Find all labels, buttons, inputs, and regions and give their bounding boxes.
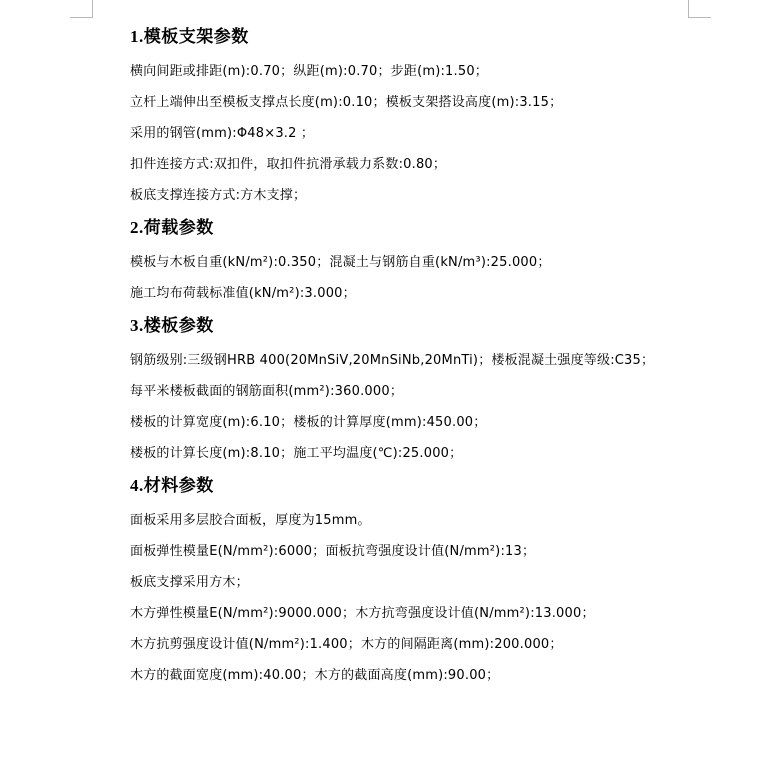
paragraph: 木方弹性模量E(N/mm²):9000.000；木方抗弯强度设计值(N/mm²):13.000； (130, 606, 595, 621)
margin-corner-mark (689, 17, 711, 18)
paragraph: 板底支撑采用方木； (130, 575, 249, 590)
paragraph: 木方的截面宽度(mm):40.00；木方的截面高度(mm):90.00； (130, 668, 500, 683)
section-heading: 2.荷载参数 (130, 218, 214, 237)
paragraph: 楼板的计算宽度(m):6.10；楼板的计算厚度(mm):450.00； (130, 415, 487, 430)
section-slab (90, 313, 662, 469)
paragraph: 面板采用多层胶合面板，厚度为15mm。 (130, 513, 371, 528)
section-heading: 1.模板支架参数 (130, 27, 249, 46)
section-heading: 3.楼板参数 (130, 316, 214, 335)
paragraph: 横向间距或排距(m):0.70；纵距(m):0.70；步距(m):1.50； (130, 64, 488, 79)
paragraph: 楼板的计算长度(m):8.10；施工平均温度(℃):25.000； (130, 446, 463, 461)
paragraph: 模板与木板自重(kN/m²):0.350；混凝土与钢筋自重(kN/m³):25.000； (130, 255, 551, 270)
paragraph: 扣件连接方式:双扣件，取扣件抗滑承载力系数:0.80； (130, 157, 447, 172)
paragraph: 木方抗剪强度设计值(N/mm²):1.400；木方的间隔距离(mm):200.000； (130, 637, 563, 652)
paragraph: 钢筋级别:三级钢HRB 400(20MnSiV,20MnSiNb,20MnTi)；楼板混凝土强度等级:C35； (130, 353, 655, 368)
margin-corner-mark (688, 0, 689, 18)
paragraph: 施工均布荷载标准值(kN/m²):3.000； (130, 286, 356, 301)
section-material (90, 473, 662, 691)
document-body (90, 22, 662, 695)
section-formwork-support (90, 24, 662, 211)
paragraph: 每平米楼板截面的钢筋面积(mm²):360.000； (130, 384, 404, 399)
margin-corner-mark (92, 0, 93, 18)
paragraph: 板底支撑连接方式:方木支撑； (130, 188, 307, 203)
section-heading: 4.材料参数 (130, 476, 214, 495)
section-load (90, 215, 662, 309)
paragraph: 立杆上端伸出至模板支撑点长度(m):0.10；模板支架搭设高度(m):3.15； (130, 95, 563, 110)
paragraph: 采用的钢管(mm):Φ48×3.2 ； (130, 126, 315, 141)
margin-corner-mark (70, 17, 92, 18)
paragraph: 面板弹性模量E(N/mm²):6000；面板抗弯强度设计值(N/mm²):13； (130, 544, 536, 559)
